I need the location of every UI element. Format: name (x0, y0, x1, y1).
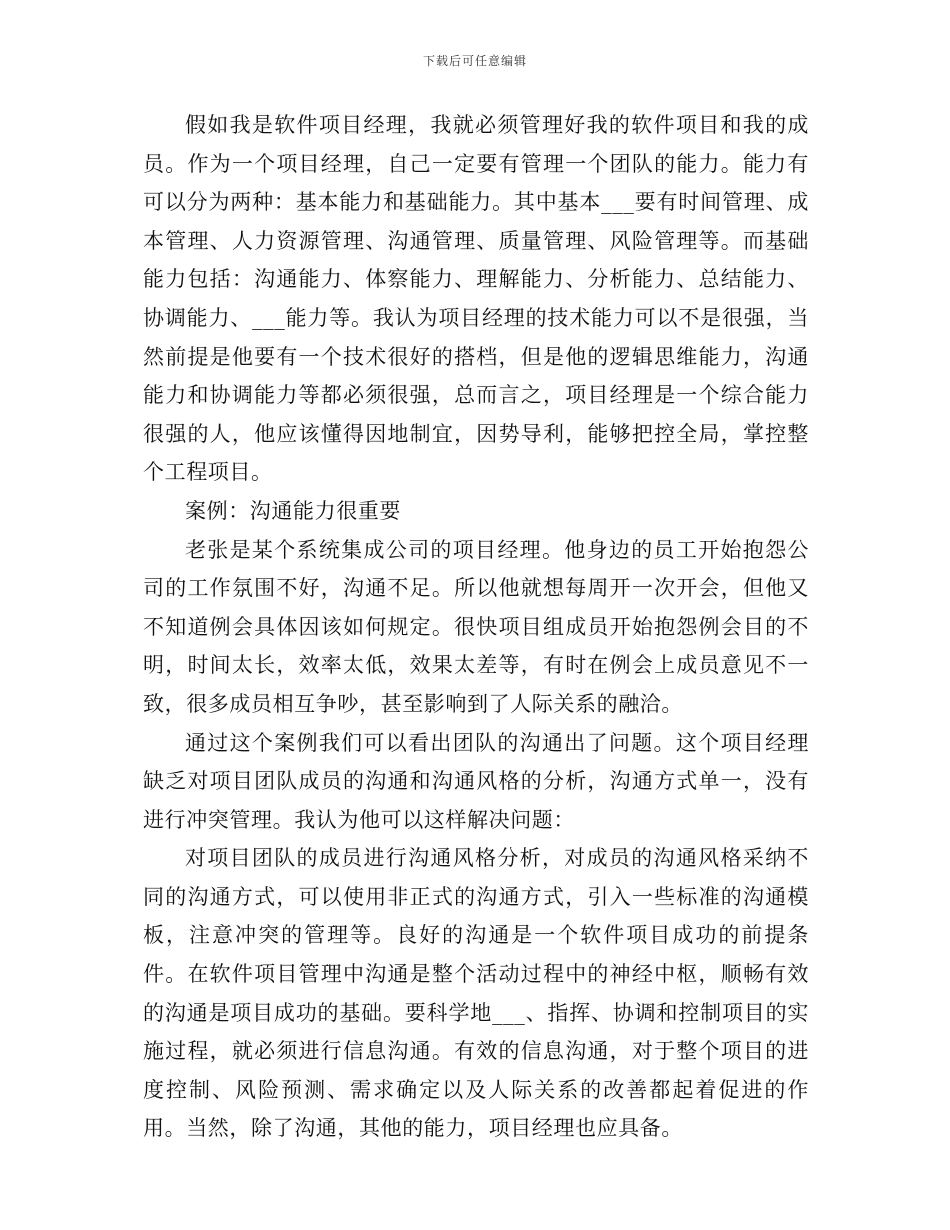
paragraph-intro: 假如我是软件项目经理，我就必须管理好我的软件项目和我的成员。作为一个项目经理，自己一定要有管理一个团队的能力。能力有可以分为两种：基本能力和基础能力。其中基本___要有时间管理、成本管理、人力资源管理、沟通管理、质量管理、风险管理等。而基础能力包括：沟通能力、体察能力、理解能力、分析能力、总结能力、协调能力、___能力等。我认为项目经理的技术能力可以不是很强，当然前提是他要有一个技术很好的搭档，但是他的逻辑思维能力，沟通能力和协调能力等都必须很强，总而言之，项目经理是一个综合能力很强的人，他应该懂得因地制宜，因势导利，能够把控全局，掌控整个工程项目。 (143, 113, 809, 485)
paragraph-solution: 对项目团队的成员进行沟通风格分析，对成员的沟通风格采纳不同的沟通方式，可以使用非正式的沟通方式，引入一些标准的沟通模板，注意冲突的管理等。良好的沟通是一个软件项目成功的前提条件。在软件项目管理中沟通是整个活动过程中的神经中枢，顺畅有效的沟通是项目成功的基础。要科学地___、指挥、协调和控制项目的实施过程，就必须进行信息沟通。有效的信息沟通，对于整个项目的进度控制、风险预测、需求确定以及人际关系的改善都起着促进的作用。当然，除了沟通，其他的能力，项目经理也应具备。 (143, 846, 809, 1141)
case-heading: 案例：沟通能力很重要 (185, 498, 401, 523)
page-header: 下载后可任意编辑 (422, 54, 527, 68)
paragraph-analysis: 通过这个案例我们可以看出团队的沟通出了问题。这个项目经理缺乏对项目团队成员的沟通和沟通风格的分析，沟通方式单一，没有进行冲突管理。我认为他可以这样解决问题： (143, 730, 809, 832)
document-body (143, 106, 809, 1148)
paragraph-case: 老张是某个系统集成公司的项目经理。他身边的员工开始抱怨公司的工作氛围不好，沟通不足。所以他就想每周开一次开会，但他又不知道例会具体因该如何规定。很快项目组成员开始抱怨例会目的不明，时间太长，效率太低，效果太差等，有时在例会上成员意见不一致，很多成员相互争吵，甚至影响到了人际关系的融洽。 (143, 537, 809, 716)
